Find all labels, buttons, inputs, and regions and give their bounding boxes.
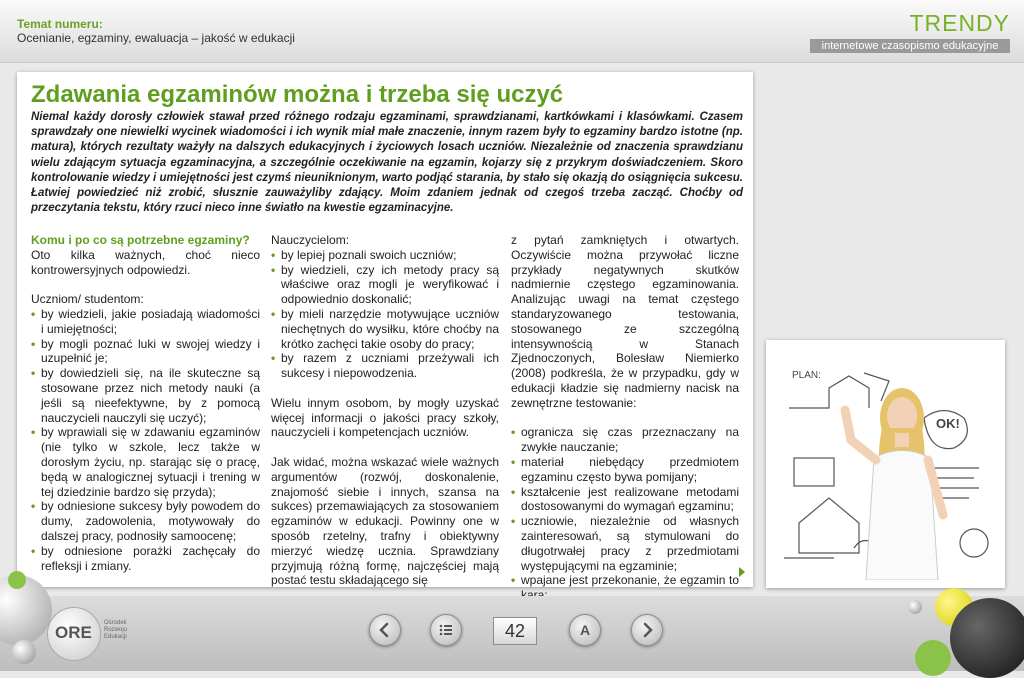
teachers-list (271, 248, 499, 381)
article-page (17, 72, 753, 587)
decorative-bubble (950, 598, 1024, 678)
topic-label: Temat numeru: (17, 17, 103, 31)
chevron-right-icon (637, 620, 657, 640)
list-item: • by wiedzieli, jakie posiadają wiadomości i umiejętności; (31, 307, 260, 337)
column-1 (31, 233, 260, 588)
list-item: • materiał niebędący przedmiotem egzaminu często bywa pomijany; (511, 455, 739, 485)
list-item: • kształcenie jest realizowane metodami dostosowanymi do wymagań egzaminu; (511, 485, 739, 515)
ore-sub-line: Rozwoju (104, 627, 128, 633)
list-item: • by mieli narzędzie motywujące uczniów niechętnych do wysiłku, które choćby na krótko zachęci takie osoby do pracy; (271, 307, 499, 351)
brand-tagline: internetowe czasopismo edukacyjne (810, 39, 1010, 53)
font-size-button[interactable] (569, 614, 601, 646)
article-title: Zdawania egzaminów można i trzeba się uczyć (31, 81, 564, 108)
paragraph: z pytań zamkniętych i otwartych. Oczywiście można przywołać liczne przykłady negatywnych skutków nadmiernie częstego egzaminowania. Analizując uwagi na temat częstego standaryzowanego testowania, stosowanego ze szczególną intensywnością w Stanach Zjednoczonych, Bolesław Niemierko (2008) podkreśla, że w przypadku, gdy w edukacji kładzie się nadmierny nacisk na zewnętrzne testowanie: (511, 233, 739, 410)
woman-with-sketches-illustration (774, 348, 997, 580)
list-item: • by razem z uczniami przeżywali ich sukcesy i niepowodzenia. (271, 351, 499, 381)
list-label: Nauczycielom: (271, 233, 350, 247)
list-item: • by wprawiali się w zdawaniu egzaminów (nie tylko w szkole, lecz także w dorosłym życiu, np. starając się o pracę, będą w analogicznej sytuacji i trening w tej dziedzinie bardzo się przyda); (31, 425, 260, 499)
sketch-text-plan: PLAN: (792, 370, 821, 381)
list-item: • by mogli poznać luki w swojej wiedzy i uzupełnić je; (31, 337, 260, 367)
list-item: • by lepiej poznali swoich uczniów; (271, 248, 499, 263)
article-lead: Niemal każdy dorosły człowiek stawał przed różnego rodzaju egzaminami, sprawdzianami, kartkówkami i klasówkami. Czasem sprawdzały one niewielki wycinek wiadomości i ich wynik miał małe znaczenie, innym razem były to egzaminy bardzo istotne (np. matura), których rezultaty ważyły na dalszych edukacyjnych i życiowych losach uczniów. Niezależnie od znaczenia sprawdzianu wielu zdającym sytuacja egzaminacyjna, a szczególnie oczekiwanie na egzamin, kojarzy się z przykrym doświadczeniem. Skoro kontrolowanie wiedzy i umiejętności jest czymś nieuniknionym, warto podjąć starania, by stało się okazją do osiągnięcia sukcesu. Łatwiej powiedzieć niż zrobić, słusznie zauważyliby zdający. Moim zdaniem jednak od czegoś trzeba zacząć. Choćby od przeczytania tekstu, który rzuci nieco inne światło na kwestie egzaminacyjne. (31, 111, 743, 215)
list-item: • ogranicza się czas przeznaczany na zwykłe nauczanie; (511, 425, 739, 455)
ore-logo-subtitle (104, 620, 144, 641)
ore-logo-text: ORE (55, 623, 92, 642)
list-item: • by wiedzieli, czy ich metody pracy są właściwe oraz mogli je weryfikować i odpowiednio doskonalić; (271, 263, 499, 307)
decorative-bubble (12, 640, 36, 664)
paragraph: Oto kilka ważnych, choć nieco kontrowersyjnych odpowiedzi. (31, 247, 260, 277)
ore-sub-line: Edukacji (104, 634, 127, 640)
list-item: • by dowiedzieli się, na ile skuteczne są stosowane przez nich metody nauki (a jeśli są nieefektywne, by z pomocą nauczycieli nauczyli się uczyć); (31, 366, 260, 425)
decorative-bubble (8, 571, 26, 589)
next-page-button[interactable] (631, 614, 663, 646)
column-2 (271, 233, 499, 603)
list-item: • by odniesione porażki zachęcały do refleksji i zmiany. (31, 544, 260, 574)
topic-title: Ocenianie, egzaminy, ewaluacja – jakość w edukacji (17, 31, 295, 45)
list-icon (436, 620, 456, 640)
column-3 (511, 233, 739, 618)
section-heading: Komu i po co są potrzebne egzaminy? (31, 233, 250, 247)
previous-page-button[interactable] (369, 614, 401, 646)
paragraph: Wielu innym osobom, by mogły uzyskać więcej informacji o jakości pracy szkoły, nauczycieli i kompetencjach uczniów. (271, 395, 499, 440)
ore-sub-line: Ośrodek (104, 620, 127, 626)
chevron-left-icon (375, 620, 395, 640)
brand-name: TRENDY (909, 10, 1010, 36)
issue-topic (17, 17, 295, 46)
font-size-label: A (579, 622, 591, 638)
list-label: Uczniom/ studentom: (31, 292, 144, 307)
continue-arrow-icon[interactable] (739, 567, 745, 577)
list-item: • wpajane jest przekonanie, że egzamin to (511, 573, 739, 603)
page-number: 42 (493, 617, 537, 645)
top-header (0, 0, 1024, 63)
list-item: • by odniesione sukcesy były powodem do dumy, zadowolenia, motywowały do dalszej pracy, podnosiły samoocenę; (31, 499, 260, 543)
effects-list (511, 425, 739, 603)
brand-logo (909, 10, 1010, 36)
decorative-bubble (908, 600, 922, 614)
paragraph: Jak widać, można wskazać wiele ważnych argumentów (rozwój, doskonalenie, znajomość siebie i innych, szansa na sukces) przemawiających za stosowaniem egzaminów w edukacji. Powinny one w sposób rzetelny, trafny i obiektywny mierzyć wiedzę ucznia. Sprawdziany przyjmują różną formę, najczęściej mają postać testu składającego się (271, 454, 499, 588)
article-photo (766, 340, 1005, 588)
list-item: • uczniowie, niezależnie od własnych zainteresowań, są stymulowani do długotrwałej pracy z przedmiotami występującymi na egzaminie; (511, 514, 739, 573)
students-list (31, 307, 260, 573)
table-of-contents-button[interactable] (430, 614, 462, 646)
sketch-text-ok: OK! (936, 416, 960, 431)
